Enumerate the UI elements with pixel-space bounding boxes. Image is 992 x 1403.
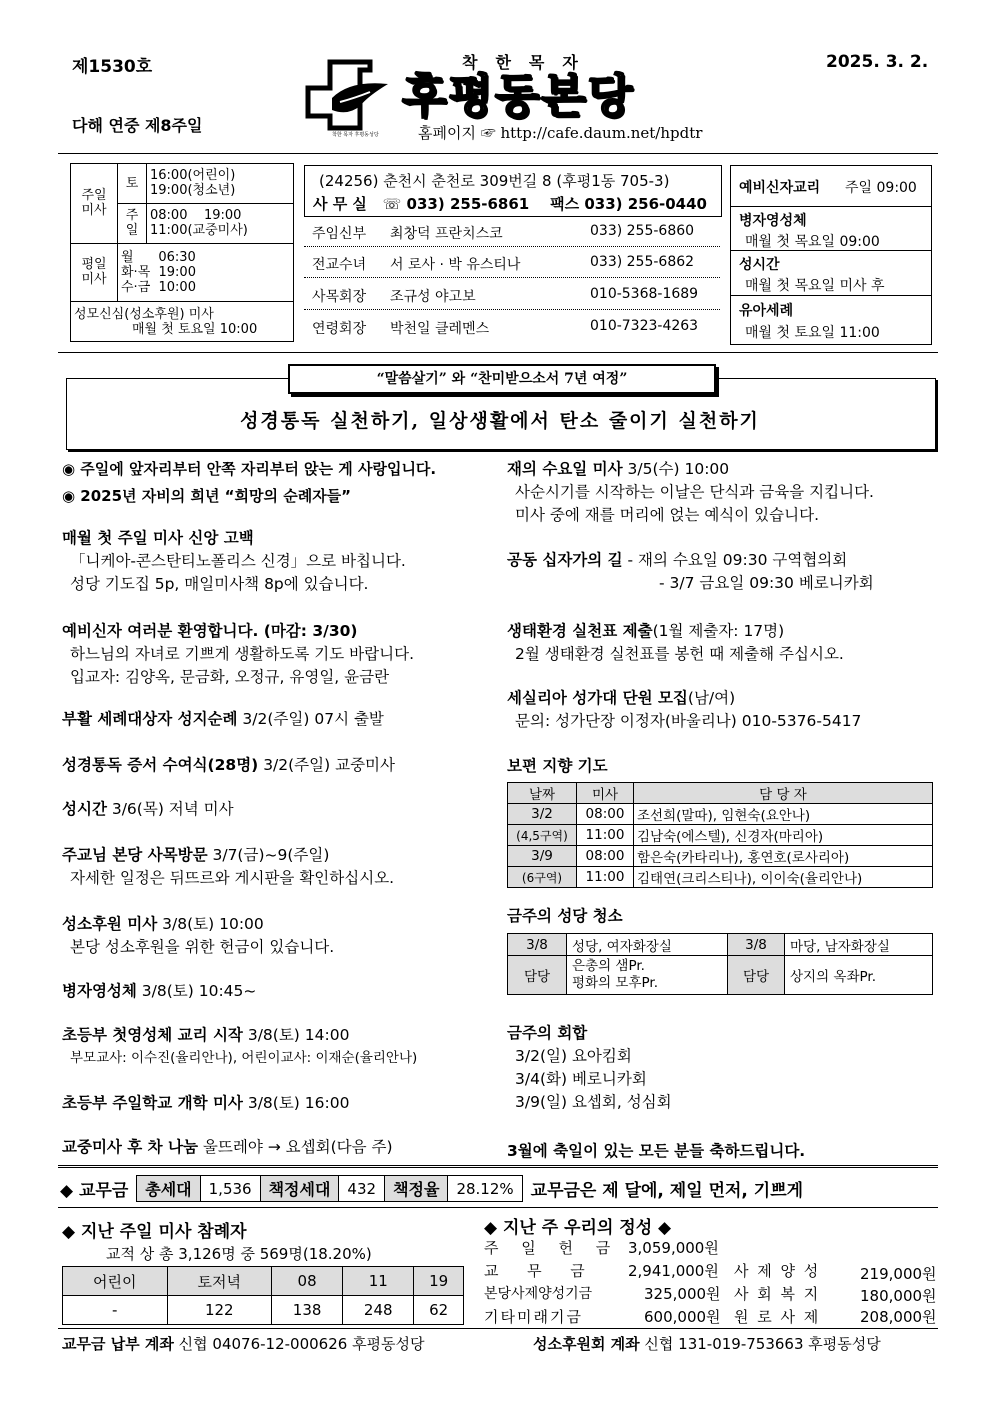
notice-bible-ceremony: 성경통독 증서 수여식(28명) 3/2(주일) 교중미사 (62, 756, 395, 774)
mass-times-table (70, 163, 294, 342)
logo-caption: 착한 목자 후평동성당 (332, 132, 379, 138)
notice-first-communion: 초등부 첫영성체 교리 시작 3/8(토) 14:00 부모교사: 이수진(율리안나), 어린이교사: 이재순(율리안나) (62, 1026, 418, 1066)
office-phone: 사 무 실 ☏ 033) 255-6861 팩스 033) 256-0440 (313, 195, 707, 213)
offering-amount: 180,000원 (860, 1287, 937, 1305)
sunday-label: 주 일 (118, 203, 147, 243)
offering-amount: 325,000원 (644, 1285, 721, 1303)
divider (58, 153, 938, 154)
attendance-summary: 교적 상 총 3,126명 중 569명(18.20%) (106, 1245, 372, 1263)
staff-row: 사목회장 조규성 야고보 010-5368-1689 (304, 280, 720, 310)
dues-slogan: 교무금은 제 달에, 제일 먼저, 기쁘게 (530, 1181, 804, 1201)
offering-label: 원 로 사 제 (734, 1308, 821, 1326)
cleaning-table: 3/8 성당, 여자화장실 3/8 마당, 남자화장실 담당 은총의 샘Pr. 평화의 모후Pr. 담당 상지의 옥좌Pr. (507, 933, 933, 995)
issue-number: 제1530호 (72, 57, 153, 77)
staff-row: 연령회장 박천일 클레멘스 010-7323-4263 (312, 318, 699, 337)
offering-amount: 2,941,000원 (628, 1262, 719, 1280)
schedule-infant-baptism: 유아세례 매월 첫 토요일 11:00 (739, 303, 880, 341)
divider (58, 1165, 938, 1168)
parish-logo (300, 58, 392, 138)
staff-row: 전교수녀 서 로사 · 박 유스티나 033) 255-6862 (304, 248, 720, 278)
offering-label: 기타미래기금 (484, 1308, 583, 1326)
notice-tea-sharing: 교중미사 후 차 나눔 울뜨레야 → 요셉회(다음 주) (62, 1138, 393, 1156)
staff-row: 주임신부 최창덕 프란치스코 033) 255-6860 (304, 217, 720, 247)
liturgical-sunday: 다해 연중 제8주일 (72, 116, 203, 135)
cleaning-heading: 금주의 성당 청소 (507, 907, 623, 925)
schedule-holy-hour: 성시간 매월 첫 목요일 미사 후 (731, 251, 931, 296)
notice-bullet: ◉ 주일에 앞자리부터 안쪽 자리부터 앉는 게 사랑입니다. (62, 460, 437, 478)
notice-pilgrimage: 부활 세례대상자 성지순례 3/2(주일) 07시 출발 (62, 710, 384, 728)
divider (58, 1328, 938, 1329)
attendance-title: ◆ 지난 주일 미사 참례자 (62, 1222, 247, 1242)
offering-label: 교 무 금 (484, 1262, 585, 1280)
saturday-times: 16:00(어린이) 19:00(청소년) (147, 164, 294, 204)
feast-congrats: 3월에 축일이 있는 모든 분들 축하드립니다. (507, 1142, 806, 1160)
theme-text: 성경통독 실천하기, 일상생활에서 탄소 줄이기 실천하기 (240, 410, 760, 432)
sunday-times: 08:00 19:00 11:00(교중미사) (147, 203, 294, 243)
notice-bullet: ◉ 2025년 자비의 희년 “희망의 순례자들” (62, 487, 352, 505)
offering-amount: 219,000원 (860, 1265, 937, 1283)
meetings: 금주의 회합 3/2(일) 요아킴회 3/4(화) 베로니카회 3/9(일) 요셉회, 성심회 (507, 1024, 672, 1111)
notice-eco: 생태환경 실천표 제출(1월 제출자: 17명) 2월 생태환경 실천표를 봉헌 때 제출해 주십시오. (507, 622, 844, 663)
notice-choir: 세실리아 성가대 단원 모집(남/여) 문의: 성가단장 이정자(바울리나) 010-5376-5417 (507, 689, 862, 730)
dues-table: 총세대 1,536 책정세대 432 책정율 28.12% (136, 1175, 522, 1202)
notice-holy-hour: 성시간 3/6(목) 저녁 미사 (62, 800, 234, 818)
vocation-account: 성소후원회 계좌 신협 131-019-753663 후평동성당 (533, 1335, 881, 1353)
sunday-mass-label: 주일 미사 (71, 164, 118, 244)
offering-label: 주 일 헌 금 (484, 1239, 620, 1257)
offering-amount: 208,000원 (860, 1308, 937, 1326)
dues-account: 교무금 납부 계좌 신협 04076-12-000626 후평동성당 (62, 1335, 425, 1353)
marian-mass: 성모신심(성소후원) 미사 매월 첫 토요일 10:00 (71, 302, 294, 342)
divider (58, 1207, 938, 1208)
office-contact-box (304, 165, 722, 217)
schedule-catechumen: 예비신자교리 주일 09:00 (731, 166, 931, 207)
notice-way-of-cross: 공동 십자가의 길 - 재의 수요일 09:30 구역협의회 - 3/7 금요일 09:30 베로니카회 (507, 551, 874, 592)
notice-sunday-school: 초등부 주일학교 개학 미사 3/8(토) 16:00 (62, 1094, 350, 1112)
notice-bishop-visit: 주교님 본당 사목방문 3/7(금)~9(주일) 자세한 일정은 뒤뜨르와 게시판을 확인하십시오. (62, 846, 395, 887)
newsletter-subtitle: 착한목자 (462, 53, 596, 72)
offering-label: 사 제 양 성 (734, 1262, 821, 1280)
offering-label: 사 회 복 지 (734, 1285, 821, 1303)
newsletter-title: 후평동본당 (402, 69, 635, 123)
notice-vocation-mass: 성소후원 미사 3/8(토) 10:00 본당 성소후원을 위한 헌금이 있습니다. (62, 915, 335, 956)
offering-title: ◆ 지난 주 우리의 정성 ◆ (484, 1218, 672, 1238)
divider (58, 352, 938, 353)
saturday-label: 토 (118, 164, 147, 204)
notice-creed: 매월 첫 주일 미사 신앙 고백 「니케아-콘스탄티노폴리스 신경」으로 바칩니다. 성당 기도집 5p, 매일미사책 8p에 있습니다. (62, 529, 406, 593)
dues-label: ◆ 교무금 (60, 1181, 129, 1201)
dues-row (60, 1175, 803, 1202)
offering-label: 본당사제양성기금 (484, 1286, 593, 1302)
schedule-sick-communion: 병자영성체 매월 첫 목요일 09:00 (731, 207, 931, 251)
notice-ash-wednesday: 재의 수요일 미사 3/5(수) 10:00 사순시기를 시작하는 이날은 단식과 금육을 지킵니다. 미사 중에 재를 머리에 얹는 예식이 있습니다. (507, 460, 874, 524)
notice-sick-communion: 병자영성체 3/8(토) 10:45~ (62, 982, 257, 1000)
offering-amount: 600,000원 (644, 1308, 721, 1326)
office-address: (24256) 춘천시 춘천로 309번길 8 (후평1동 705-3) (319, 172, 670, 190)
attendance-table: 어린이 토저녁 08 11 19 - 122 138 248 62 (62, 1266, 464, 1325)
issue-date: 2025. 3. 2. (826, 52, 929, 72)
prayer-heading: 보편 지향 기도 (507, 757, 608, 775)
weekday-mass-label: 평일 미사 (71, 243, 118, 301)
weekday-times: 월 06:30 화·목 19:00 수·금 10:00 (118, 243, 294, 301)
theme-tag: “말씀살기” 와 “찬미받으소서 7년 여정” (288, 364, 716, 394)
offering-amount: 3,059,000원 (628, 1239, 719, 1257)
homepage-link[interactable]: 홈페이지 ☞ http://cafe.daum.net/hpdtr (418, 124, 703, 142)
sacrament-schedule-box (730, 165, 932, 345)
universal-prayer-table: 날짜 미사 담 당 자 3/2 08:00 조선희(말따), 임현숙(요안나) (4,5구역) 11:00 김남숙(에스텔), 신경자(마리아) 3/9 08:00 함은숙(카타리나), 홍연호(로사리아) (6구역) 11:00 김태연(크리스티나), 이이숙(율리안나) (507, 782, 933, 888)
notice-welcome: 예비신자 여러분 환영합니다. (마감: 3/30) 하느님의 자녀로 기쁘게 생활하도록 기도 바랍니다. 입교자: 김양옥, 문금화, 오정규, 유영일, 윤금란 (62, 622, 414, 686)
